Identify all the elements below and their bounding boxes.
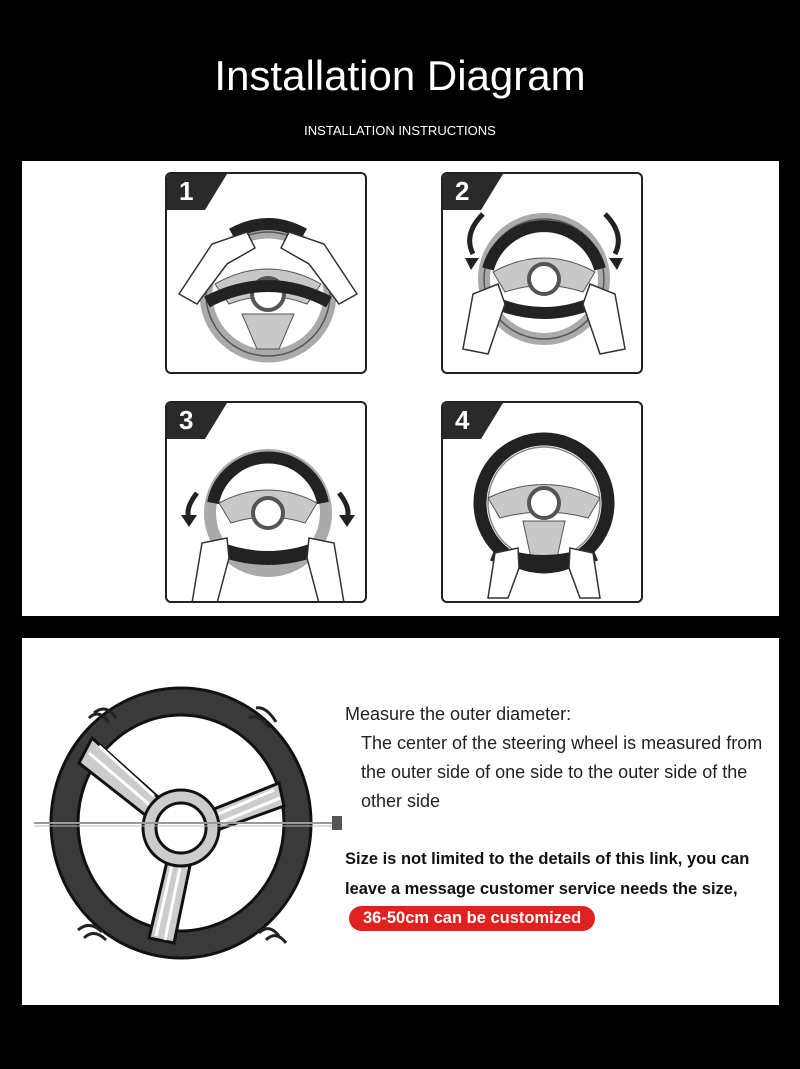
step-2-badge: [443, 174, 503, 210]
step-3-number: 3: [179, 405, 194, 435]
size-note-text: Size is not limited to the details of this link, you can leave a message customer service needs the size,: [345, 850, 750, 898]
measure-body-text: The center of the steering wheel is measured from the outer side of one side to the outer side of the other side: [361, 733, 763, 811]
size-note: [345, 845, 775, 934]
step-3-badge: [167, 403, 227, 439]
step-4-number: 4: [455, 405, 470, 435]
step-1-card: [165, 172, 367, 374]
measure-instructions: [345, 700, 765, 816]
step-1-number: 1: [179, 176, 194, 206]
measurement-panel: [22, 638, 779, 1005]
page-title: Installation Diagram: [214, 52, 586, 99]
step-2-card: [441, 172, 643, 374]
step-4-card: [441, 401, 643, 603]
steering-wheel-measure-illustration: [34, 678, 354, 968]
step-2-number: 2: [455, 176, 470, 206]
step-1-badge: [167, 174, 227, 210]
page-subtitle: INSTALLATION INSTRUCTIONS: [304, 123, 496, 138]
step-4-badge: [443, 403, 503, 439]
installation-steps-panel: [22, 161, 779, 616]
custom-size-badge: 36-50cm can be customized: [349, 906, 595, 931]
step-3-card: [165, 401, 367, 603]
measure-heading-text: Measure the outer diameter:: [345, 704, 572, 724]
